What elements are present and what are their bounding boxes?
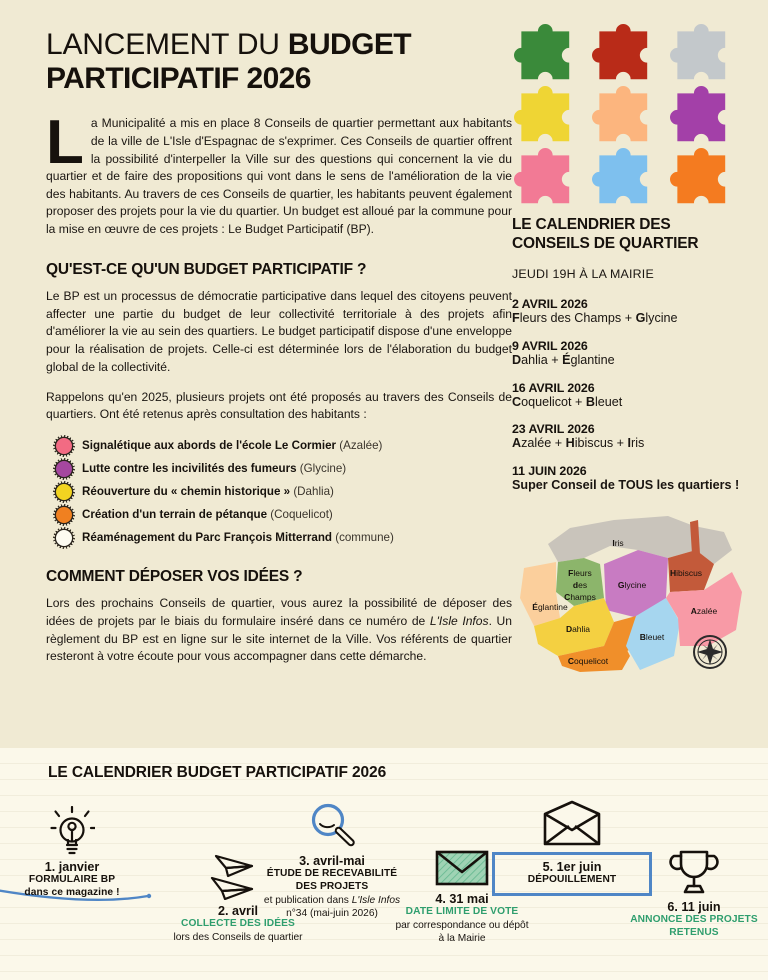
magnifier-icon — [307, 800, 357, 850]
step-3-subtext-italic: L'Isle Infos — [351, 894, 401, 906]
timeline-steps — [0, 748, 768, 980]
project-color-dot — [56, 438, 72, 454]
calendar-entry-quartiers: Super Conseil de TOUS les quartiers ! — [512, 478, 740, 493]
project-name: Réaménagement du Parc François Mitterrand — [82, 531, 336, 545]
heading-what-is-bp: QU'EST-CE QU'UN BUDGET PARTICIPATIF ? — [46, 260, 367, 278]
project-quartier: (Azalée) — [339, 439, 383, 453]
title-line2: PARTICIPATIF 2026 — [46, 61, 311, 95]
map-district-label: Azalée — [690, 605, 718, 616]
title-line1-plain: LANCEMENT DU — [46, 28, 288, 61]
calendar-entry — [512, 297, 756, 327]
map-district-label: des — [572, 579, 588, 590]
puzzle-piece — [670, 24, 725, 79]
timeline-section — [0, 748, 768, 980]
calendar-entry-quartiers: Fleurs des Champs + Glycine — [512, 311, 678, 326]
step-6-number: 6. 11 juin — [667, 900, 721, 914]
project-text — [82, 531, 394, 545]
step-1-subtext: dans ce magazine ! — [24, 886, 120, 898]
project-quartier: (Coquelicot) — [270, 508, 333, 522]
step-2-subtext: lors des Conseils de quartier — [173, 931, 303, 943]
trophy-icon — [667, 848, 721, 896]
project-name: Lutte contre les incivilités des fumeurs — [82, 462, 300, 476]
heading-how-to-submit: COMMENT DÉPOSER VOS IDÉES ? — [46, 568, 303, 586]
list-item — [56, 507, 512, 523]
list-item — [56, 438, 512, 454]
project-name: Création d'un terrain de pétanque — [82, 508, 271, 522]
step-4-number: 4. 31 mai — [435, 892, 489, 906]
step-4-caption: DATE LIMITE DE VOTE — [405, 906, 519, 917]
puzzle-piece — [514, 148, 569, 203]
project-quartier: (Dahlia) — [293, 485, 334, 499]
map-district-label: Bleuet — [639, 631, 665, 642]
map-district-label: Églantine — [532, 601, 568, 612]
how-text-italic: L'Isle Infos — [429, 613, 489, 628]
project-text — [82, 462, 346, 476]
calendar-quartiers-title — [512, 216, 756, 253]
calendar-entry-date: 9 AVRIL 2026 — [512, 338, 588, 353]
map-district-label: Champs — [564, 591, 596, 602]
step-3-caption: ÉTUDE DE RECEVABILITÉ DES PROJETS — [266, 868, 398, 892]
project-quartier: (Glycine) — [299, 462, 347, 476]
project-name: Signalétique aux abords de l'école Le Cormier — [82, 439, 340, 453]
step-6-caption: ANNONCE DES PROJETS RETENUS — [630, 914, 758, 938]
calendar-quartiers-subtitle: JEUDI 19H À LA MAIRIE — [512, 267, 654, 282]
step-3-subtext-a: et publication dans — [263, 894, 352, 906]
retained-projects-list — [56, 438, 512, 546]
calendar-entry-quartiers: Dahlia + Églantine — [512, 352, 615, 367]
right-column — [512, 22, 756, 674]
map-district-label: Dahlia — [565, 623, 591, 634]
timeline-heading: LE CALENDRIER BUDGET PARTICIPATIF 2026 — [48, 764, 387, 781]
puzzle-piece — [670, 86, 725, 141]
list-item — [56, 484, 512, 500]
districts-map — [518, 506, 750, 674]
how-to-submit-paragraph — [46, 595, 512, 666]
drop-cap: L — [46, 108, 84, 178]
puzzle-piece — [592, 148, 647, 203]
project-color-dot — [56, 507, 72, 523]
envelope-green-icon — [433, 848, 491, 888]
timeline-step-3 — [262, 800, 402, 920]
step-3-number: 3. avril-mai — [299, 854, 365, 868]
step-4-subtext: par correspondance ou dépôt à la Mairie — [395, 919, 529, 945]
cal-title-line2: CONSEILS DE QUARTIER — [512, 234, 699, 252]
lightbulb-icon — [49, 806, 95, 856]
project-color-dot — [56, 484, 72, 500]
how-text-b: . Un règlement du BP est en ligne sur le site internet de la Ville. Vos référents de quartier resteront à votre écoute pour vous accompagner dans cette démarche. — [46, 613, 512, 664]
step-5-caption: DÉPOUILLEMENT — [527, 874, 617, 885]
map-district-label: Coquelicot — [567, 655, 609, 666]
step-2-number: 2. avril — [218, 904, 258, 918]
step-2-caption: COLLECTE DES IDÉES — [181, 918, 295, 929]
title-line1-bold: BUDGET — [287, 28, 411, 61]
calendar-entry-quartiers: Azalée + Hibiscus + Iris — [512, 436, 645, 451]
how-text-a: Lors des prochains Conseils de quartier, vous aurez la possibilité de déposer des idées de projets par le biais du formulaire inséré dans ce numéro de — [46, 596, 512, 628]
project-color-dot — [56, 461, 72, 477]
lead-text: a Municipalité a mis en place 8 Conseils de quartier permettant aux habitants de la ville de L'Isle d'Espagnac de s'exprimer. Ces Conseils de quartier offrent la possibilité d'interpeller la Ville sur des questions qui concernent la vie du quartier et de faire des propositions qui vont dans le sens de l'amélioration de la vie des habitants. Au travers de ces Conseils de quartier, les habitants peuvent également proposer des projets pour la vie du quartier. Un budget est alloué par la commune pour la mise en œuvre de ces projets : Le Budget Participatif (BP). — [46, 116, 512, 237]
timeline-step-6 — [624, 848, 764, 940]
calendar-entry — [512, 464, 756, 494]
step-1-number: 1. janvier — [44, 860, 100, 874]
calendar-entry-date: 11 JUIN 2026 — [512, 464, 587, 479]
step-3-subtext-b: n°34 (mai-juin 2026) — [286, 907, 378, 919]
calendar-entry-date: 16 AVRIL 2026 — [512, 380, 595, 395]
project-name: Réouverture du « chemin historique » — [82, 485, 294, 499]
lead-paragraph — [46, 108, 512, 239]
left-column — [46, 28, 512, 666]
paper-plane-icon — [208, 852, 268, 900]
timeline-step-1 — [8, 806, 136, 900]
list-item — [56, 530, 512, 546]
puzzle-piece — [670, 148, 725, 203]
what-is-bp-paragraph-2: Rappelons qu'en 2025, plusieurs projets ont été proposés au travers des Conseils de quartiers. Ont été retenus après consultation des habitants : — [46, 389, 512, 422]
calendar-entry-date: 2 AVRIL 2026 — [512, 297, 588, 312]
step-3-subtext — [262, 894, 402, 921]
list-item — [56, 461, 512, 477]
project-text — [82, 439, 382, 453]
calendar-entry-date: 23 AVRIL 2026 — [512, 422, 595, 437]
map-district-label: Hibiscus — [669, 567, 703, 578]
calendar-entry — [512, 381, 756, 411]
calendar-quartiers-list — [512, 297, 756, 494]
calendar-entry-quartiers: Coquelicot + Bleuet — [512, 394, 623, 409]
calendar-entry — [512, 422, 756, 452]
map-district-label: Fleurs — [568, 567, 592, 578]
calendar-entry — [512, 339, 756, 369]
project-quartier: (commune) — [335, 531, 394, 545]
map-district-label: Iris — [612, 537, 624, 548]
puzzle-piece — [592, 86, 647, 141]
puzzle-piece — [592, 24, 647, 79]
puzzle-piece — [514, 24, 569, 79]
compass-rose-icon — [694, 636, 726, 668]
puzzle-piece — [514, 86, 569, 141]
project-color-dot — [56, 530, 72, 546]
project-text — [82, 485, 334, 499]
step-1-caption: FORMULAIRE BP — [28, 874, 116, 885]
envelope-open-icon — [539, 800, 605, 848]
what-is-bp-paragraph-1: Le BP est un processus de démocratie participative dans lequel des citoyens peuvent affecter une partie du budget de leur collectivité territoriale à des projets afin d'améliorer la vie au sein des quartiers. Le budget participatif dispose d'une enveloppe pour la réalisation de projets. Celle-ci est déterminée lors de l'élaboration du budget global de la collectivité. — [46, 288, 512, 374]
step-5-number: 5. 1er juin — [542, 860, 602, 874]
map-district-label: Glycine — [617, 579, 647, 590]
project-text — [82, 508, 333, 522]
cal-title-line1: LE CALENDRIER DES — [512, 216, 671, 233]
puzzle-pieces-illustration — [508, 22, 752, 208]
page-title — [46, 28, 512, 95]
